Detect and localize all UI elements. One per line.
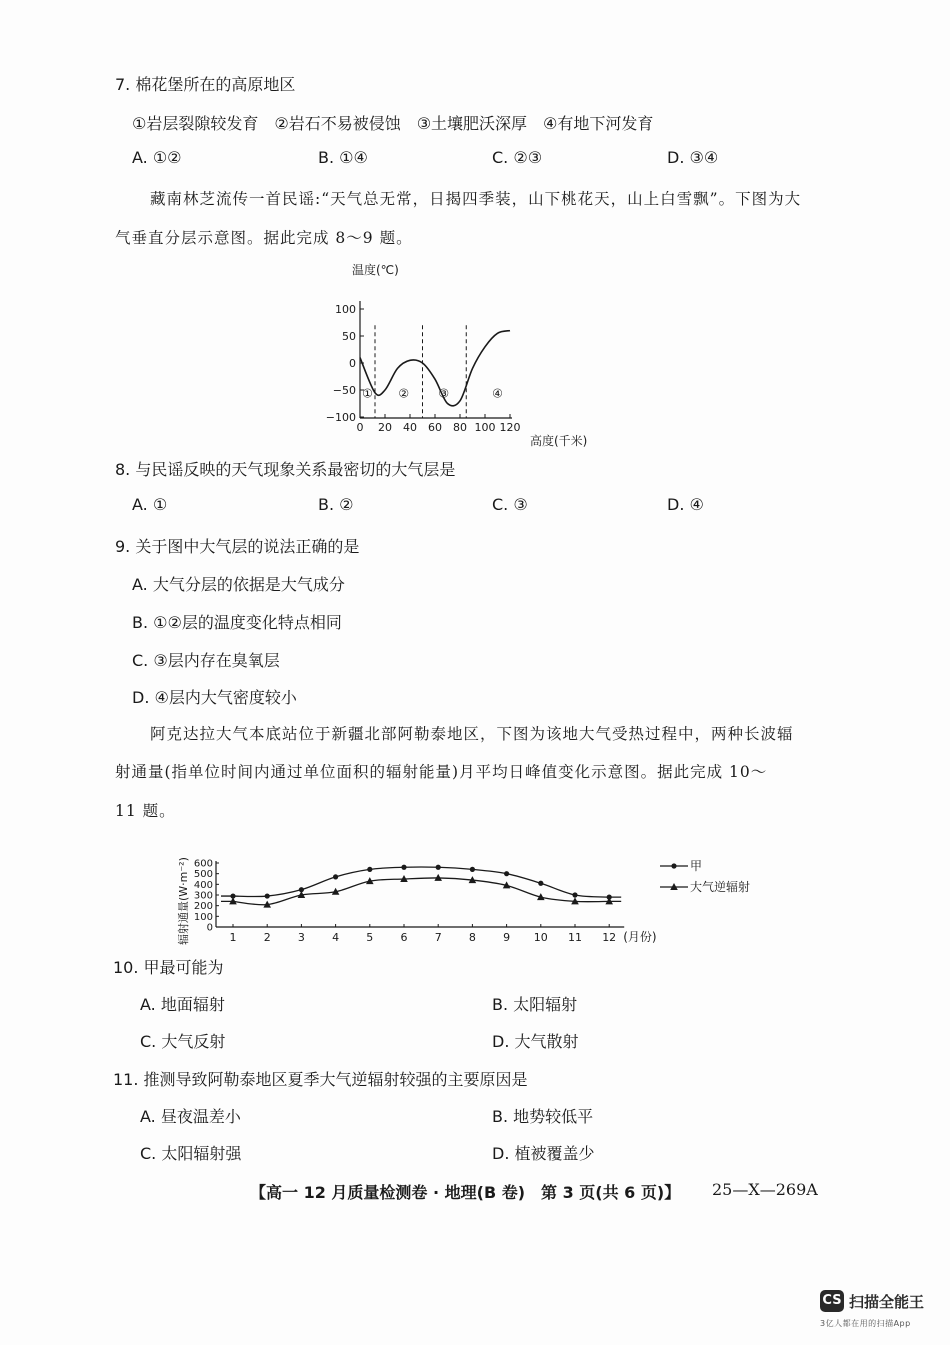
- q7-stem: 7. 棉花堡所在的高原地区: [115, 75, 296, 94]
- chart1-layer-labels: [362, 387, 503, 401]
- q9-option-b: B. ①②层的温度变化特点相同: [132, 613, 342, 632]
- chart1-ylabel: 温度(℃): [352, 263, 399, 277]
- series-point-circle: [436, 865, 441, 870]
- q10-option-c: C. 大气反射: [140, 1032, 226, 1051]
- chart1-x-tick-label: 40: [403, 421, 417, 434]
- q10-option-d: D. 大气散射: [492, 1032, 579, 1051]
- chart2-x-tick-label: 1: [229, 931, 237, 944]
- chart1-ticks: [326, 303, 521, 434]
- paper-code: 25—X—269A: [712, 1180, 818, 1199]
- chart2-x-tick-label: 2: [263, 931, 271, 944]
- chart1-y-tick-label: −50: [332, 384, 356, 397]
- chart1-x-tick-label: 20: [378, 421, 392, 434]
- atmosphere-layer-chart: [325, 258, 620, 453]
- q10-stem: 10. 甲最可能为: [113, 958, 224, 977]
- chart2-xlabel: (月份): [623, 930, 657, 944]
- q11-option-c: C. 太阳辐射强: [140, 1144, 242, 1163]
- chart2-x-tick-label: 6: [400, 931, 408, 944]
- chart2-y-tick-label: 200: [193, 901, 213, 913]
- passage1-line1: 藏南林芝流传一首民谣:“天气总无常，日揭四季装，山下桃花天，山上白雪飘”。下图为大: [150, 190, 802, 208]
- q8-option-a: A. ①: [132, 495, 168, 514]
- passage2-line2: 射通量(指单位时间内通过单位面积的辐射能量)月平均日峰值变化示意图。据此完成 10～: [115, 763, 768, 781]
- chart2-y-tick-label: 0: [206, 922, 213, 934]
- q9-option-a: A. 大气分层的依据是大气成分: [132, 575, 345, 594]
- camscanner-logo-icon: CS: [820, 1290, 844, 1312]
- passage2-line1: 阿克达拉大气本底站位于新疆北部阿勒泰地区，下图为该地大气受热过程中，两种长波辐: [150, 725, 794, 743]
- chart2-series: [221, 865, 621, 908]
- radiation-flux-chart: [170, 835, 770, 950]
- chart2-x-tick-label: 11: [568, 931, 582, 944]
- chart1-y-tick-label: 100: [335, 303, 356, 316]
- series-point-circle: [572, 892, 577, 897]
- q9-stem: 9. 关于图中大气层的说法正确的是: [115, 537, 360, 556]
- chart2-y-tick-label: 400: [193, 879, 213, 891]
- q8-option-d: D. ④: [667, 495, 704, 514]
- legend-marker-circle: [671, 863, 676, 868]
- series-point-circle: [367, 867, 372, 872]
- chart1-x-tick-label: 0: [356, 421, 364, 434]
- chart2-x-tick-label: 3: [297, 931, 305, 944]
- chart2-y-tick-label: 500: [193, 869, 213, 881]
- series-point-circle: [538, 881, 543, 886]
- chart2-x-tick-label: 8: [468, 931, 476, 944]
- q11-option-a: A. 昼夜温差小: [140, 1107, 241, 1126]
- series-point-circle: [265, 893, 270, 898]
- chart1-axes: [360, 301, 512, 418]
- series-line-0: [221, 867, 621, 897]
- series-point-circle: [470, 867, 475, 872]
- chart2-axes: [216, 861, 624, 927]
- q7-statements: ①岩层裂隙较发育 ②岩石不易被侵蚀 ③土壤肥沃深厚 ④有地下河发育: [132, 114, 654, 133]
- q9-option-c: C. ③层内存在臭氧层: [132, 651, 280, 670]
- chart1-y-tick-label: 0: [349, 357, 356, 370]
- chart2-x-tick-label: 12: [602, 931, 617, 944]
- q8-option-b: B. ②: [318, 495, 354, 514]
- watermark-name: 扫描全能王: [849, 1293, 925, 1311]
- q8-stem: 8. 与民谣反映的天气现象关系最密切的大气层是: [115, 460, 456, 479]
- chart1-x-tick-label: 100: [474, 421, 496, 434]
- chart1-layer-dividers: [375, 325, 466, 418]
- chart2-x-tick-label: 4: [332, 931, 340, 944]
- watermark-slogan: 3亿人都在用的扫描App: [820, 1319, 911, 1328]
- chart2-x-tick-label: 9: [503, 931, 511, 944]
- series-point-circle: [504, 871, 509, 876]
- chart1-x-tick-label: 60: [428, 421, 442, 434]
- layer-label: ①: [362, 386, 373, 401]
- chart2-y-tick-label: 100: [193, 911, 213, 923]
- q7-option-c: C. ②③: [492, 148, 543, 167]
- q11-option-d: D. 植被覆盖少: [492, 1144, 595, 1163]
- chart1-y-tick-label: −100: [325, 411, 356, 424]
- layer-label: ②: [398, 386, 410, 401]
- chart2-y-tick-label: 600: [193, 858, 213, 870]
- page-footer-title: 【高一 12 月质量检测卷 · 地理(B 卷) 第 3 页(共 6 页)】: [250, 1183, 681, 1202]
- chart1-y-tick-label: 50: [342, 330, 356, 343]
- chart2-x-tick-label: 7: [434, 931, 442, 944]
- q11-stem: 11. 推测导致阿勒泰地区夏季大气逆辐射较强的主要原因是: [113, 1070, 528, 1089]
- q9-option-d: D. ④层内大气密度较小: [132, 688, 297, 707]
- chart2-x-tick-label: 5: [366, 931, 374, 944]
- layer-label: ③: [438, 386, 450, 401]
- chart2-ticks: [194, 859, 616, 945]
- series-point-circle: [401, 865, 406, 870]
- q7-option-b: B. ①④: [318, 148, 368, 167]
- q10-option-a: A. 地面辐射: [140, 995, 225, 1014]
- q8-option-c: C. ③: [492, 495, 528, 514]
- legend-label-jia: 甲: [690, 859, 703, 873]
- q10-option-b: B. 太阳辐射: [492, 995, 578, 1014]
- passage2-line3: 11 题。: [115, 802, 176, 820]
- q11-option-b: B. 地势较低平: [492, 1107, 594, 1126]
- temperature-curve: [360, 331, 510, 406]
- chart2-y-tick-label: 300: [193, 890, 213, 902]
- chart1-x-tick-label: 80: [453, 421, 467, 434]
- series-point-circle: [333, 874, 338, 879]
- chart2-legend: [660, 859, 750, 894]
- q7-option-d: D. ③④: [667, 148, 719, 167]
- chart1-x-tick-label: 120: [499, 421, 521, 434]
- layer-label: ④: [492, 386, 503, 401]
- chart2-x-tick-label: 10: [533, 931, 548, 944]
- legend-label-atmospheric-counter-radiation: 大气逆辐射: [690, 880, 751, 894]
- chart1-xlabel: 高度(千米): [530, 434, 588, 448]
- passage1-line2: 气垂直分层示意图。据此完成 8～9 题。: [115, 229, 413, 247]
- q7-option-a: A. ①②: [132, 148, 182, 167]
- chart2-ylabel: 辐射通量(W·m⁻²): [177, 857, 190, 945]
